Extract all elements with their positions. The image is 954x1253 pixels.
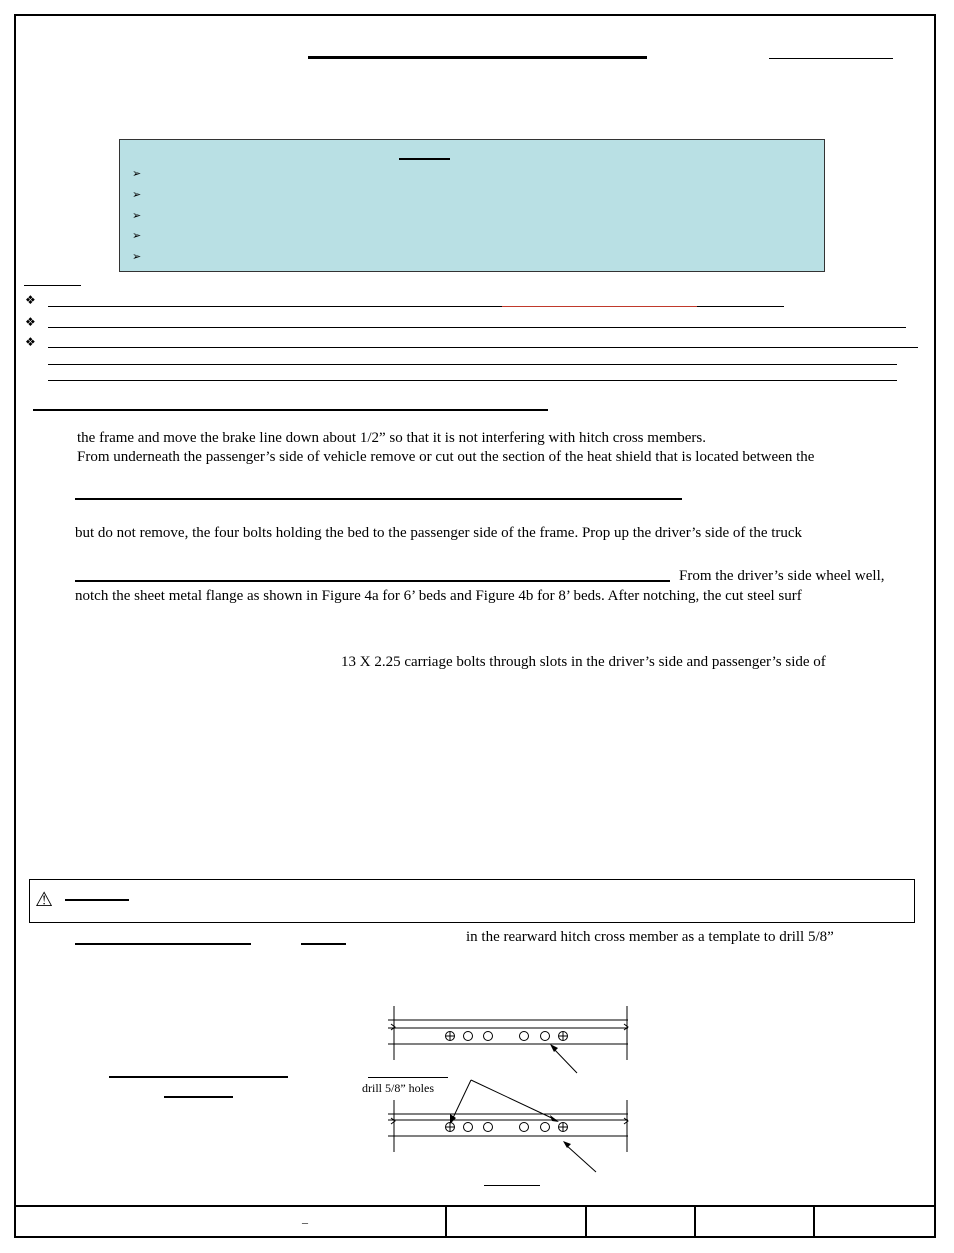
warning-triangle-icon: ⚠ [35, 887, 53, 911]
cross-member-bottom [388, 1080, 628, 1172]
footer-cell [585, 1207, 587, 1238]
figure-caption-underline [109, 1076, 288, 1078]
instruction-text: the frame and move the brake line down about 1/2” so that it is not interfering with hitch cross members. [77, 430, 707, 446]
instruction-text: in the rearward hitch cross member as a template to drill 5/8” [466, 929, 834, 945]
notice-bullet-icon: ➢ [132, 250, 142, 263]
instruction-text: but do not remove, the four bolts holding the bed to the passenger side of the frame. Prop up the driver’s side of the truck [75, 525, 803, 541]
section-heading-underline [24, 285, 81, 286]
hitch-drill-figure [380, 1000, 640, 1180]
footer-cell [445, 1207, 447, 1238]
list-line [48, 347, 918, 348]
notice-heading-underline [399, 158, 450, 160]
list-bullet-icon: ❖ [25, 293, 36, 307]
title-underline [308, 56, 647, 59]
emphasis-underline [75, 498, 682, 500]
step-heading-underline [33, 409, 548, 411]
warning-box [29, 879, 915, 923]
list-line [48, 380, 897, 381]
arrow-head [550, 1115, 559, 1122]
emphasis-underline [75, 943, 251, 945]
arrow-head [563, 1141, 571, 1148]
instruction-text: notch the sheet metal flange as shown in Figure 4a for 6’ beds and Figure 4b for 8’ beds. After notching, the cut steel surf [75, 588, 802, 604]
footer-cell [694, 1207, 696, 1238]
list-bullet-icon: ❖ [25, 315, 36, 329]
list-line [48, 364, 897, 365]
footer-bar [14, 1205, 936, 1238]
notice-bullet-icon: ➢ [132, 229, 142, 242]
warning-heading-underline [65, 899, 129, 901]
footer-dash: – [302, 1215, 308, 1229]
figure-number-underline [484, 1185, 540, 1186]
list-line [48, 327, 906, 328]
arrow-head [450, 1114, 456, 1124]
cross-member-top [388, 1006, 628, 1073]
figure-drill-label: drill 5/8” holes [362, 1081, 434, 1095]
instruction-text: From underneath the passenger’s side of vehicle remove or cut out the section of the heat shield that is located between the [77, 449, 815, 465]
emphasis-underline [75, 580, 670, 582]
arrow-head [550, 1044, 558, 1052]
emphasis-underline [301, 943, 346, 945]
notice-bullet-icon: ➢ [132, 188, 142, 201]
part-number-underline [769, 58, 893, 59]
list-line [48, 306, 502, 307]
notice-box [119, 139, 825, 272]
footer-cell [813, 1207, 815, 1238]
list-line-red [502, 306, 697, 307]
list-line [697, 306, 784, 307]
notice-bullet-icon: ➢ [132, 167, 142, 180]
notice-bullet-icon: ➢ [132, 209, 142, 222]
list-bullet-icon: ❖ [25, 335, 36, 349]
figure-caption-underline [164, 1096, 233, 1098]
instruction-text: 13 X 2.25 carriage bolts through slots in the driver’s side and passenger’s side of [341, 654, 826, 670]
instruction-text: From the driver’s side wheel well, [679, 568, 885, 584]
